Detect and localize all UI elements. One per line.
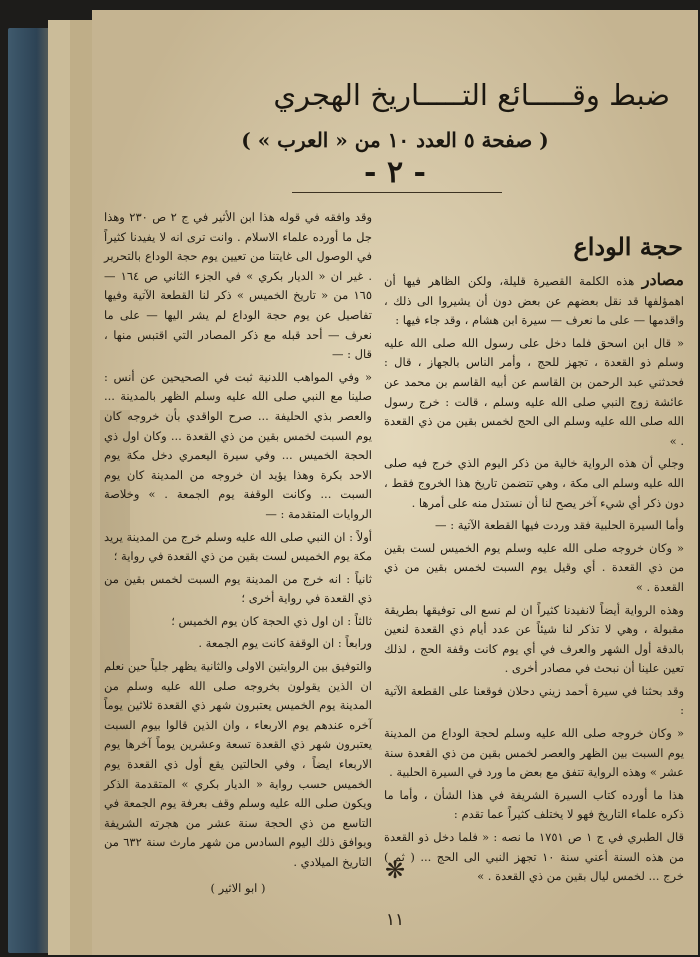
paragraph: وقد بحثنا في سيرة أحمد زيني دحلان فوقعنا على القطعة الآتية : [384, 683, 684, 718]
author-signature: ( ابو الاثير ) [210, 880, 266, 895]
paragraph: « وفي المواهب اللدنية ثبت في الصحيحين عن أنس : صلينا مع النبي صلى الله عليه وسلم الظهر بالمدينة ... والعصر بذي الحليفة ... صرح الواقدي بأن خروجه كان يوم السبت لخمس بقين من ذي القعدة ... وكان اول ذي الحجة الخميس ... وفي سيرة اليعمري دخل مكة يوم الاحد بكرة وهذا يؤيد ان خروجه من المدينة كان يوم السبت ... وكانت الوقفة يوم الجمعة . » وخلاصة الروايات المتقدمة : — [104, 369, 372, 521]
paragraph: وقد وافقه في قوله هذا ابن الأثير في ج ٢ ص ٢٣٠ وهذا جل ما أورده علماء الاسلام . وانت ترى انه لا يفيدنا كثيراً في الوصول الى غايتنا من تعيين يوم حجة الوداع بالتحرير . غير ان « الديار بكري » في الجزء الثاني ص ١٦٤ — ١٦٥ من « تاريخ الخميس » ذكر لنا القطعة الآتية وفيها تفاصيل عن يوم حجة الوداع لم يشر اليها — على ما نعرف — أحد قبله مع ذكر المصادر التي اقتبس منها ، قال : — [104, 210, 373, 362]
page-number: ١١ [385, 910, 405, 930]
paragraph: « وكان خروجه صلى الله عليه وسلم يوم الخميس لست بقين من ذي القعدة . أي وقيل يوم السبت لخمس بقين من ذي القعدة . » [384, 540, 684, 594]
article-subtitle: ( صفحة ٥ العدد ١٠ من « العرب » ) [241, 128, 549, 152]
page-edges-inner [70, 20, 93, 955]
paragraph: ثانياً : انه خرج من المدينة يوم السبت لخمس بقين من ذي القعدة في رواية أخرى ؛ [104, 571, 372, 606]
paragraph: مصادر هذه الكلمة القصيرة قليلة، ولكن الظاهر فيها أن اهمؤلفها قد نقل بعضهم عن بعض دون أن يشيروا الى ذلك ، واقدمها — على ما نعرف — سيرة ابن هشام ، وقد جاء فيها : [384, 270, 684, 328]
paragraph: ورابعاً : ان الوقفة كانت يوم الجمعة . [198, 636, 372, 651]
paragraph: وهذه الرواية أيضاً لانفيدنا كثيراً ان لم نسع الى توفيقها بطريقة مقبولة ، وهي لا تذكر لنا شيئاً عن عدد أيام ذي القعدة لنعين بالدقة أول الشهر والعرف في أي يوم كانت وقفة الحج ، لذلك تعين علينا أن نبحث في مصادر أخرى . [384, 602, 684, 676]
paragraph: « قال ابن اسحق فلما دخل على رسول الله صلى الله عليه وسلم ذو القعدة ، تجهز للحج ، وأمر الناس بالجهاز ، قال : فحدثني عبد الرحمن بن القاسم عن أبيه القاسم بن محمد عن عائشة زوج النبي صلى الله عليه وسلم ، قالت : خرج رسول الله صلى الله عليه وسلم الى الحج لخمس بقين من ذي القعدة . » [384, 335, 684, 448]
paragraph: والتوفيق بين الروايتين الاولى والثانية يظهر جلياً حين نعلم ان الذين يقولون بخروجه صلى الله عليه وسلم من المدينة يوم الخميس يعتبرون شهر ذي القعدة ثلاثين يوماً آخره عندهم يوم الاربعاء ، وان الذين قالوا بيوم السبت يعتبرون شهر ذي القعدة تسعة وعشرين يوماً آخرها يوم الاربعاء ايضاً ، وفي الحالتين يقع أول ذي القعدة يوم الخميس حسب رواية « الديار بكري » المتقدمة الذكر ويكون صلى الله عليه وسلم وقف بعرفة يوم الجمعة في التاسع من ذي الحجة سنة عشر من هجرته الشريفة ويوافق ذلك اليوم السادس من شهر مارث سنة ٦٣٢ من التاريخ الميلادي . [104, 659, 373, 869]
ornament-icon: ❋ [384, 856, 406, 884]
paragraph: وأما السيرة الحلبية فقد وردت فيها القطعة الآتية : — [435, 518, 684, 533]
paragraph: أولاً : ان النبي صلى الله عليه وسلم خرج من المدينة يريد مكة يوم الخميس لست بقين من ذي القعدة في رواية ؛ [104, 529, 372, 564]
article-title: ضبط وقـــــائع التـــــاريخ الهجري [273, 78, 670, 112]
header-divider [292, 192, 502, 193]
paragraph: ثالثاً : ان اول ذي الحجة كان يوم الخميس ؛ [171, 613, 372, 628]
paragraph: وجلي أن هذه الرواية خالية من ذكر اليوم الذي خرج فيه صلى الله عليه وسلم الى مكة ، وهي تتضمن تاريخ هذا الخروج فقط ، دون ذكر أي شيء آخر يصح لنا أن نستدل منه على أمرها . [384, 456, 684, 510]
lead-word: مصادر [641, 270, 684, 289]
left-column [104, 208, 372, 901]
right-column [384, 270, 684, 890]
paragraph: هذا ما أورده كتاب السيرة الشريفة في هذا الشأن ، وأما ما ذكره علماء التاريخ فهو لا يختلف كثيراً عما تقدم : [384, 787, 684, 822]
section-heading: حجة الوداع [573, 232, 683, 261]
part-number: - ٢ - [364, 155, 426, 190]
paragraph: قال الطبري في ج ١ ص ١٧٥١ ما نصه : « فلما دخل ذو القعدة من هذه السنة أعني سنة ١٠ تجهز النبي الى الحج ... ( ثم ) خرج ... لخمس ليال بقين من ذي القعدة . » [384, 830, 685, 884]
paragraph: « وكان خروجه صلى الله عليه وسلم لحجة الوداع من المدينة يوم السبت بين الظهر والعصر لخمس بقين من ذي القعدة سنة عشر » وهذه الرواية تتفق مع بعض ما ورد في السيرة الحلبية . [384, 726, 684, 780]
book-page [92, 10, 698, 955]
